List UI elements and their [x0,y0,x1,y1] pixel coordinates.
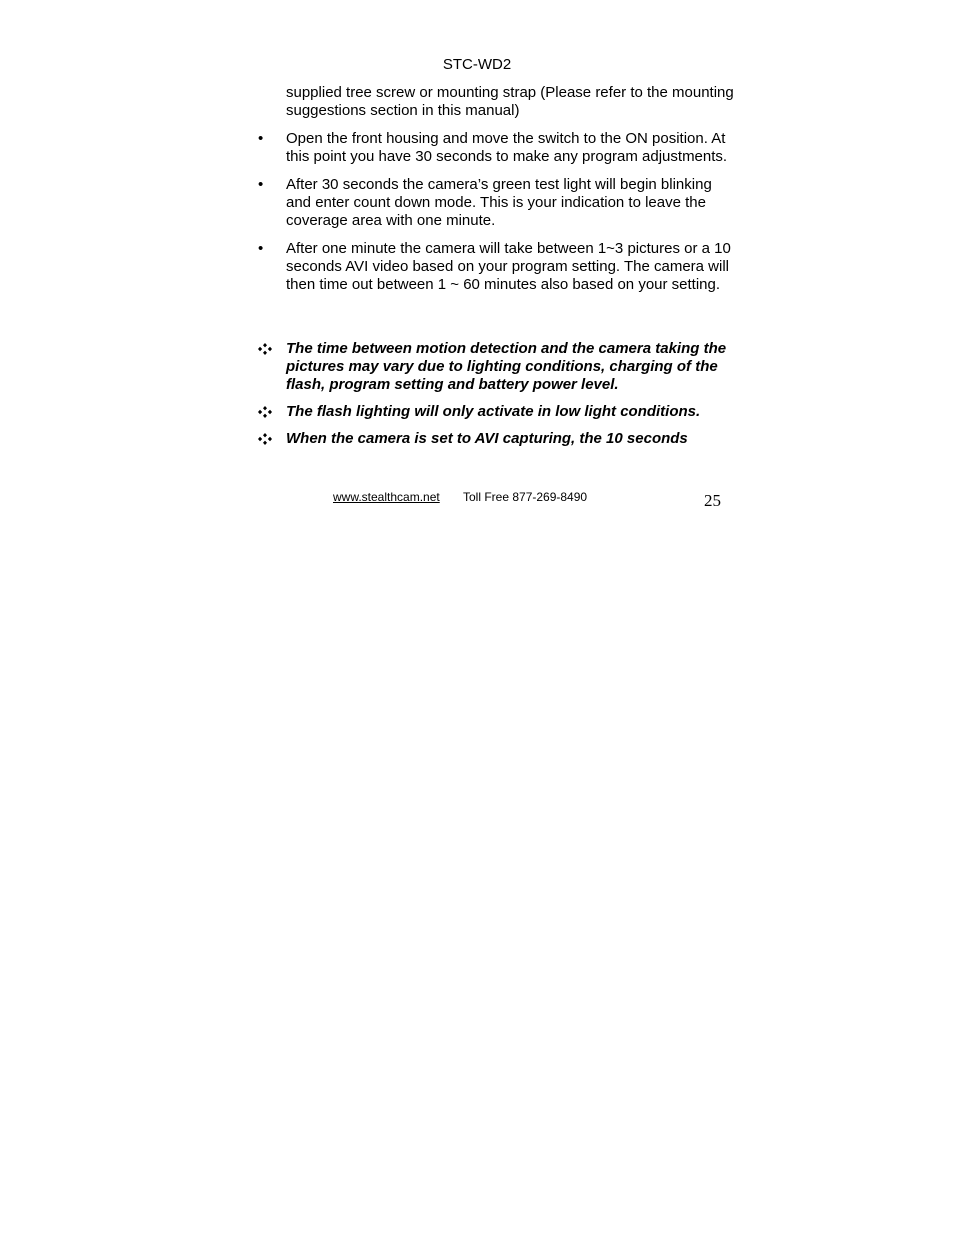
bullet-icon: • [258,130,264,147]
page-content [258,84,738,457]
list-item [258,176,738,230]
note-text: When the camera is set to AVI capturing, the 10 seconds [286,430,688,447]
diamond-bullet-icon [258,406,272,418]
intro-paragraph: supplied tree screw or mounting strap (Please refer to the mounting suggestions section in this manual) [286,84,734,119]
list-item [258,240,738,294]
bullet-icon: • [258,240,264,257]
note-item [258,340,738,394]
page-number: 25 [704,491,721,510]
list-item-text: After 30 seconds the camera’s green test light will begin blinking and enter count down mode. This is your indication to leave the coverage area with one minute. [286,176,712,229]
diamond-bullet-icon [258,343,272,355]
toll-free-phone: Toll Free 877-269-8490 [463,490,588,504]
note-text: The flash lighting will only activate in low light conditions. [286,403,701,420]
section-spacer [258,304,738,340]
note-text: The time between motion detection and the camera taking the pictures may vary due to lighting conditions, charging of the flash, program setting and battery power level. [286,340,727,393]
list-item-text: After one minute the camera will take between 1~3 pictures or a 10 seconds AVI video based on your program setting. The camera will then time out between 1 ~ 60 minutes also based on your setting. [286,240,731,293]
list-item [258,130,738,166]
bullet-icon: • [258,176,264,193]
note-item [258,430,738,448]
diamond-bullet-icon [258,433,272,445]
note-item [258,403,738,421]
document-title: STC-WD2 [442,56,512,73]
list-item-text: Open the front housing and move the switch to the ON position. At this point you have 30 seconds to make any program adjustments. [286,130,728,165]
website-link[interactable]: www.stealthcam.net [333,490,440,504]
document-header [0,56,954,74]
